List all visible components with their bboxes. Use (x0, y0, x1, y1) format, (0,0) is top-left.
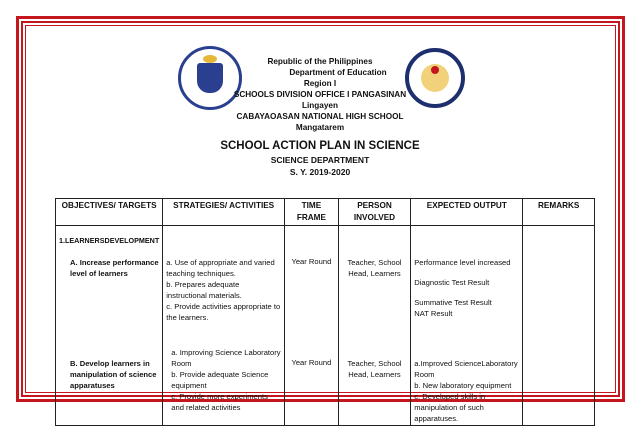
header-school: CABAYAOASAN NATIONAL HIGH SCHOOL (236, 112, 404, 121)
person-cell: Teacher, School Head, Learners (338, 256, 411, 346)
school-year: S. Y. 2019-2020 (289, 167, 351, 177)
col-person: PERSON INVOLVED (338, 199, 411, 226)
col-time-frame: TIME FRAME (285, 199, 339, 226)
remarks-cell (523, 346, 595, 426)
table-header-row (56, 199, 595, 226)
output-cell: Performance level increased Diagnostic Test Result Summative Test Result NAT Result (411, 256, 523, 346)
time-frame-cell: Year Round (285, 346, 339, 426)
header-lingayen: Lingayen (302, 101, 338, 110)
section-row (56, 226, 595, 256)
col-objectives: OBJECTIVES/ TARGETS (56, 199, 163, 226)
table-row (56, 346, 595, 426)
action-plan-table (55, 198, 595, 426)
table-row (56, 256, 595, 346)
strategies-cell: a. Use of appropriate and varied teaching techniques. b. Prepares adequate instructional materials. c. Provide activities appropriate to the learners. (163, 256, 285, 346)
strategies-cell: a. Improving Science Laboratory Room b. Provide adequate Science equipment c. Provide more experiments and related activities (163, 346, 285, 426)
header-deped: Department of Education (289, 68, 387, 77)
remarks-cell (523, 256, 595, 346)
objective-cell: B. Develop learners in manipulation of science apparatuses (56, 346, 163, 426)
col-strategies: STRATEGIES/ ACTIVITIES (163, 199, 285, 226)
output-cell: a.Improved ScienceLaboratory Room b. New laboratory equipment c. Developed skills in manipulation of such apparatuses. (411, 346, 523, 426)
time-frame-cell: Year Round (285, 256, 339, 346)
header-republic: Republic of the Philippines (267, 57, 373, 66)
header-division: SCHOOLS DIVISION OFFICE I PANGASINAN (233, 90, 407, 99)
person-cell: Teacher, School Head, Learners (338, 346, 411, 426)
col-remarks: REMARKS (523, 199, 595, 226)
department-title: SCIENCE DEPARTMENT (270, 155, 370, 165)
page-title: SCHOOL ACTION PLAN IN SCIENCE (220, 140, 420, 152)
header-town: Mangatarem (295, 123, 345, 132)
section-title: 1.LEARNERSDEVELOPMENT (56, 226, 163, 256)
col-output: EXPECTED OUTPUT (411, 199, 523, 226)
header-region: Region I (303, 79, 337, 88)
objective-cell: A. Increase performance level of learners (56, 256, 163, 346)
